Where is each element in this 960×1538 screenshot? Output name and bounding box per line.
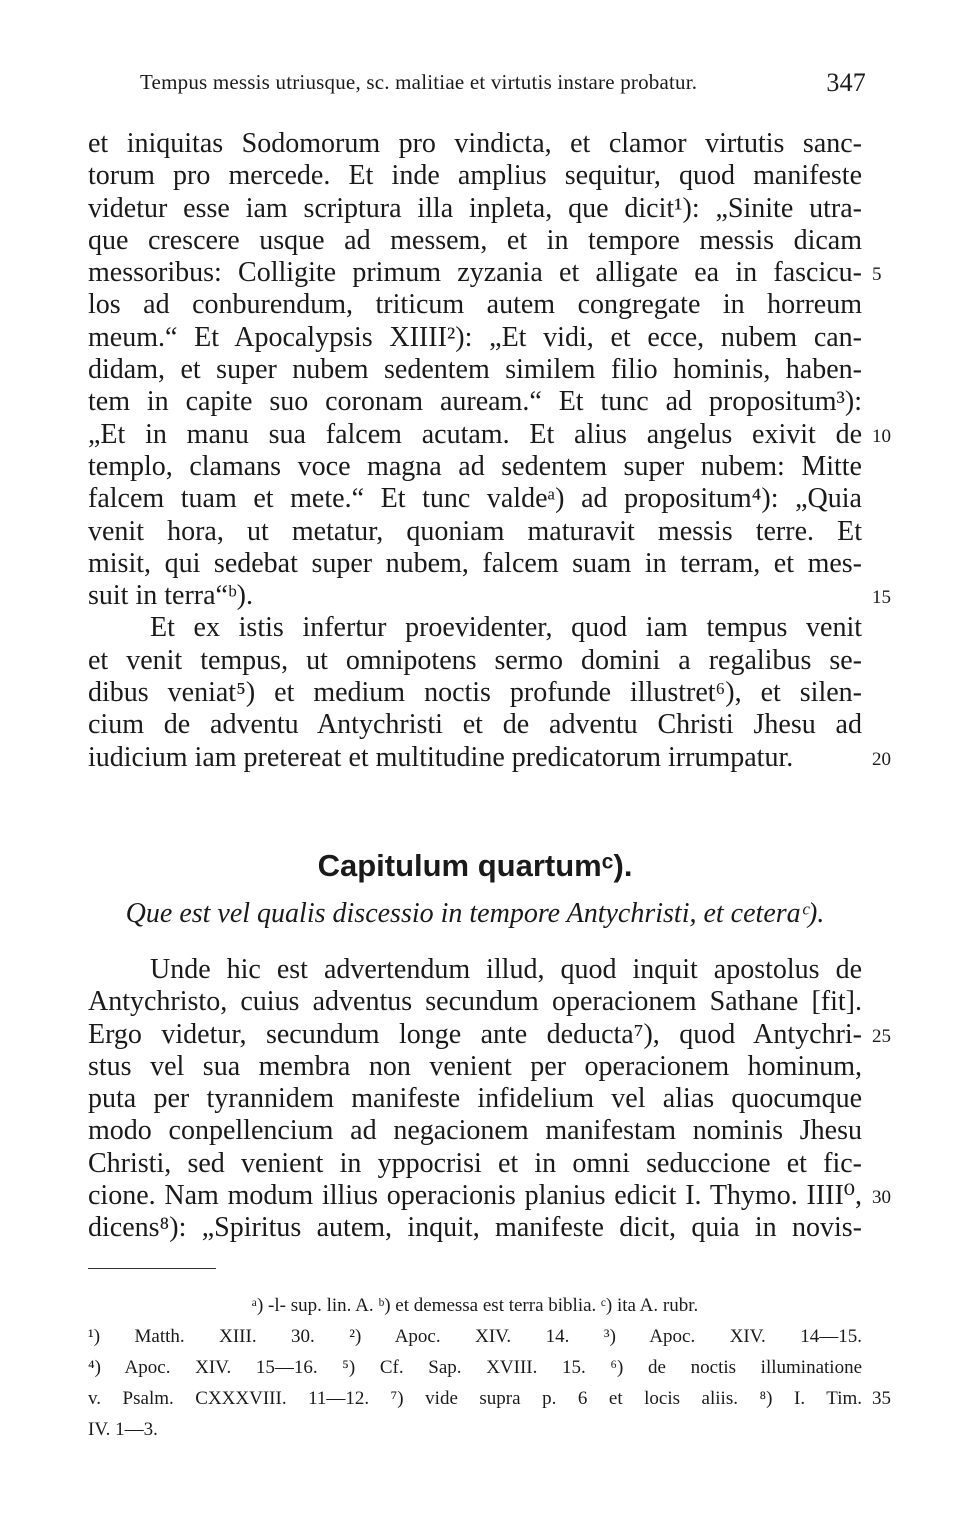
text-line [88, 451, 862, 483]
line-text: Christi, sed venient in yppocrisi et in omni seduccione et fic- [88, 1147, 862, 1179]
chapter-title: Capitulum quartumᶜ). [317, 848, 633, 883]
text-line [88, 1018, 891, 1051]
footnote-line [88, 1414, 862, 1445]
line-text: Et ex istis infertur proevidenter, quod iam tempus venit [150, 612, 862, 644]
footnote-rule [88, 1268, 216, 1269]
line-text: „Et in manu sua falcem acutam. Et alius angelus exivit de [88, 418, 862, 450]
footnotes [88, 1290, 891, 1445]
line-text: v. Psalm. CXXXVIII. 11—12. ⁷) vide supra p. 6 et locis aliis. ⁸) I. Tim. [88, 1388, 862, 1409]
line-text: suit in terra“ᵇ). [88, 580, 253, 612]
line-text: ⁴) Apoc. XIV. 15—16. ⁵) Cf. Sap. XVIII. 15. ⁶) de noctis illuminatione [88, 1357, 862, 1378]
text-line [88, 1180, 891, 1212]
line-text: puta per tyrannidem manifeste infidelium vel alias quocumque [88, 1083, 862, 1115]
main-text-top [88, 128, 891, 774]
line-text: IV. 1—3. [88, 1419, 158, 1440]
text-line [88, 612, 862, 644]
text-line [88, 741, 891, 774]
line-text: torum pro mercede. Et inde amplius sequitur, quod manifeste [88, 160, 862, 192]
line-text: dibus veniat⁵) et medium noctis profunde illustret⁶), et silen- [88, 677, 862, 709]
text-line [88, 322, 862, 354]
text-line [88, 418, 891, 451]
line-text: tem in capite suo coronam auream.“ Et tunc ad propositum³): [88, 386, 862, 418]
text-line [88, 225, 862, 257]
running-head [88, 70, 878, 95]
line-text: cium de adventu Antychristi et de adventu Christi Jhesu ad [88, 709, 862, 741]
line-text: falcem tuam et mete.“ Et tunc valdeᵃ) ad propositum⁴): „Quia [88, 483, 862, 515]
line-text: los ad conburendum, triticum autem congregate in horreum [88, 289, 862, 321]
text-line [88, 1083, 862, 1115]
text-line [88, 1051, 862, 1083]
text-line [88, 289, 862, 321]
text-line [88, 1115, 862, 1147]
text-line [88, 677, 862, 709]
footnote-line [88, 1321, 862, 1352]
line-text: ¹) Matth. XIII. 30. ²) Apoc. XIV. 14. ³) Apoc. XIV. 14—15. [88, 1326, 862, 1347]
line-number: 5 [872, 264, 882, 286]
line-number: 25 [872, 1025, 891, 1047]
text-line [88, 1212, 862, 1244]
line-text: iudicium iam pretereat et multitudine predicatorum irrumpatur. [88, 741, 794, 773]
line-text: Ergo videtur, secundum longe ante deducta⁷), quod Antychri- [88, 1018, 862, 1050]
footnote-line [88, 1352, 862, 1383]
line-number: 15 [872, 587, 891, 609]
line-number: 10 [872, 425, 891, 447]
text-line [88, 193, 862, 225]
text-line [88, 516, 862, 548]
text-line [88, 548, 862, 580]
line-text: et venit tempus, ut omnipotens sermo domini a regalibus se- [88, 644, 862, 676]
line-text: venit hora, ut metatur, quoniam maturavit messis terre. Et [88, 515, 862, 547]
chapter-subtitle: Que est vel qualis discessio in tempore Antychristi, et ceteraᶜ). [125, 898, 825, 929]
line-number: 20 [872, 748, 891, 770]
text-line [88, 257, 882, 289]
line-text: modo conpellencium ad negacionem manifestam nominis Jhesu [88, 1115, 862, 1147]
line-text: meum.“ Et Apocalypsis XIIII²): „Et vidi, et ecce, nubem can- [88, 321, 862, 353]
text-line [88, 1148, 862, 1180]
line-text: videtur esse iam scriptura illa inpleta, que dicit¹): „Sinite utra- [88, 192, 862, 224]
line-text: cione. Nam modum illius operacionis planius edicit I. Thymo. IIII⁰, [88, 1180, 862, 1212]
running-title: Tempus messis utriusque, sc. malitiae et virtutis instare probatur. [140, 70, 698, 94]
line-text: que crescere usque ad messem, et in tempore messis dicam [88, 224, 862, 256]
line-text: et iniquitas Sodomorum pro vindicta, et clamor virtutis sanc- [88, 128, 862, 159]
text-line [88, 128, 862, 160]
page-number: 347 [826, 68, 866, 97]
text-line [88, 986, 862, 1018]
main-text-bottom [88, 954, 891, 1245]
line-text: stus vel sua membra non venient per operacionem hominum, [88, 1050, 862, 1082]
line-text: dicens⁸): „Spiritus autem, inquit, manifeste dicit, quia in novis- [88, 1212, 862, 1244]
footnote-line [88, 1383, 891, 1414]
line-text: ᵃ) -l- sup. lin. A. ᵇ) et demessa est terra biblia. ᶜ) ita A. rubr. [251, 1295, 699, 1316]
text-line [88, 954, 862, 986]
text-line [88, 386, 862, 418]
text-line [88, 645, 862, 677]
line-text: Unde hic est advertendum illud, quod inquit apostolus de [150, 954, 862, 985]
line-text: Antychristo, cuius adventus secundum operacionem Sathane [fit]. [88, 986, 862, 1018]
text-line [88, 709, 862, 741]
text-line [88, 160, 862, 192]
text-line [88, 354, 862, 386]
line-text: misit, qui sedebat super nubem, falcem suam in terram, et mes- [88, 547, 862, 579]
text-line [88, 483, 862, 515]
line-text: didam, et super nubem sedentem similem filio hominis, haben- [88, 354, 862, 386]
line-number: 30 [872, 1187, 891, 1209]
line-text: templo, clamans voce magna ad sedentem super nubem: Mitte [88, 450, 862, 482]
footnote-line [88, 1290, 862, 1321]
line-text: messoribus: Colligite primum zyzania et alligate ea in fascicu- [88, 257, 862, 289]
line-number: 35 [872, 1388, 891, 1409]
text-line [88, 580, 891, 612]
